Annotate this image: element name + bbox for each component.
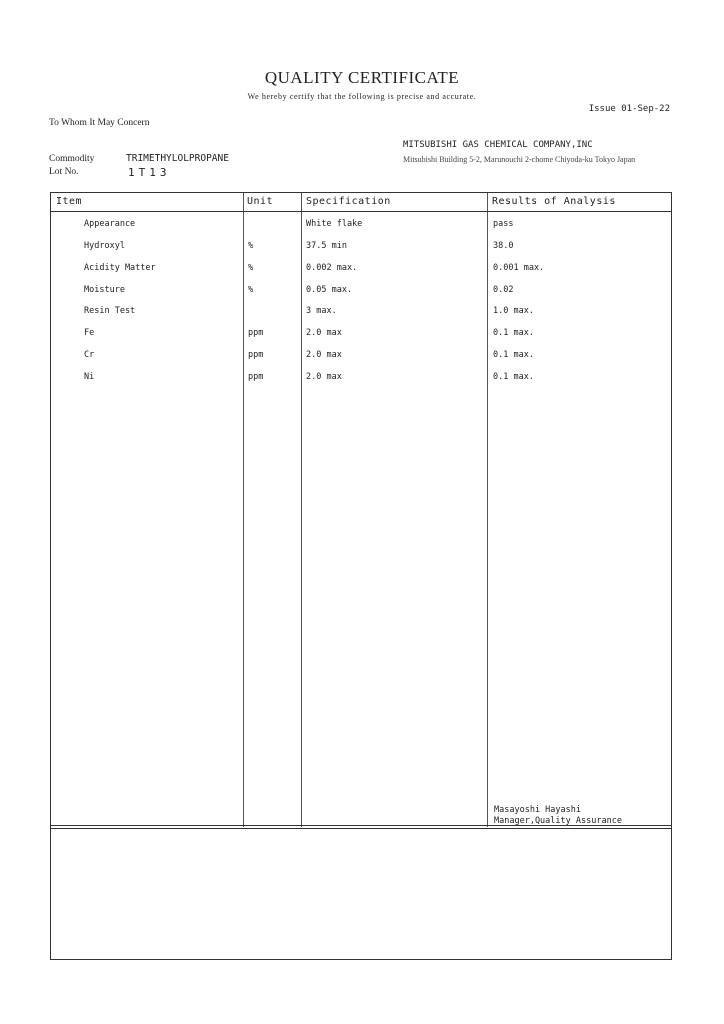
row-item: Fe	[84, 328, 95, 338]
lot-label: Lot No.	[49, 167, 79, 177]
table-row	[51, 219, 671, 239]
signature-block	[494, 805, 622, 827]
column-header-unit: Unit	[247, 196, 274, 207]
results-table	[50, 192, 672, 960]
header-divider	[51, 211, 671, 212]
row-spec: 0.05 max.	[306, 285, 353, 295]
row-spec: 0.002 max.	[306, 263, 358, 273]
column-header-results: Results of Analysis	[492, 196, 616, 207]
table-row	[51, 306, 671, 326]
signer-name: Masayoshi Hayashi	[494, 805, 581, 815]
row-unit: %	[248, 285, 254, 295]
row-spec: 2.0 max	[306, 328, 342, 338]
lot-value: 1T13	[128, 166, 171, 179]
row-result: 0.02	[493, 285, 514, 295]
row-item: Acidity Matter	[84, 263, 156, 273]
row-unit: %	[248, 241, 254, 251]
row-spec: 2.0 max	[306, 350, 342, 360]
certificate-title: QUALITY CERTIFICATE	[264, 68, 460, 87]
row-item: Appearance	[84, 219, 136, 229]
remarks-divider	[51, 828, 671, 829]
row-result: 0.1 max.	[493, 328, 534, 338]
row-item: Cr	[84, 350, 95, 360]
company-address: Mitsubishi Building 5-2, Marunouchi 2-chome Chiyoda-ku Tokyo Japan	[403, 155, 636, 164]
commodity-value: TRIMETHYLOLPROPANE	[126, 153, 229, 164]
row-unit: ppm	[248, 372, 264, 382]
row-spec: White flake	[306, 219, 363, 229]
row-result: 0.1 max.	[493, 350, 534, 360]
row-item: Hydroxyl	[84, 241, 125, 251]
row-spec: 37.5 min	[306, 241, 347, 251]
row-result: 38.0	[493, 241, 514, 251]
table-row	[51, 263, 671, 283]
row-spec: 2.0 max	[306, 372, 342, 382]
row-result: 0.001 max.	[493, 263, 545, 273]
row-item: Resin Test	[84, 306, 136, 316]
table-row	[51, 372, 671, 392]
row-result: 1.0 max.	[493, 306, 534, 316]
table-row	[51, 241, 671, 261]
company-name: MITSUBISHI GAS CHEMICAL COMPANY,INC	[403, 140, 593, 150]
issue-date: Issue 01-Sep-22	[588, 104, 670, 114]
row-unit: ppm	[248, 350, 264, 360]
certificate-subtitle: We hereby certify that the following is precise and accurate.	[247, 92, 477, 101]
row-item: Moisture	[84, 285, 125, 295]
table-row	[51, 285, 671, 305]
row-unit: %	[248, 263, 254, 273]
row-result: 0.1 max.	[493, 372, 534, 382]
signer-title: Manager,Quality Assurance	[494, 816, 622, 826]
column-header-specification: Specification	[306, 196, 391, 207]
row-item: Ni	[84, 372, 95, 382]
table-row	[51, 328, 671, 348]
row-spec: 3 max.	[306, 306, 337, 316]
table-row	[51, 350, 671, 370]
column-header-item: Item	[56, 196, 83, 207]
row-unit: ppm	[248, 328, 264, 338]
commodity-label: Commodity	[49, 154, 95, 164]
row-result: pass	[493, 219, 514, 229]
salutation: To Whom It May Concern	[49, 118, 150, 128]
